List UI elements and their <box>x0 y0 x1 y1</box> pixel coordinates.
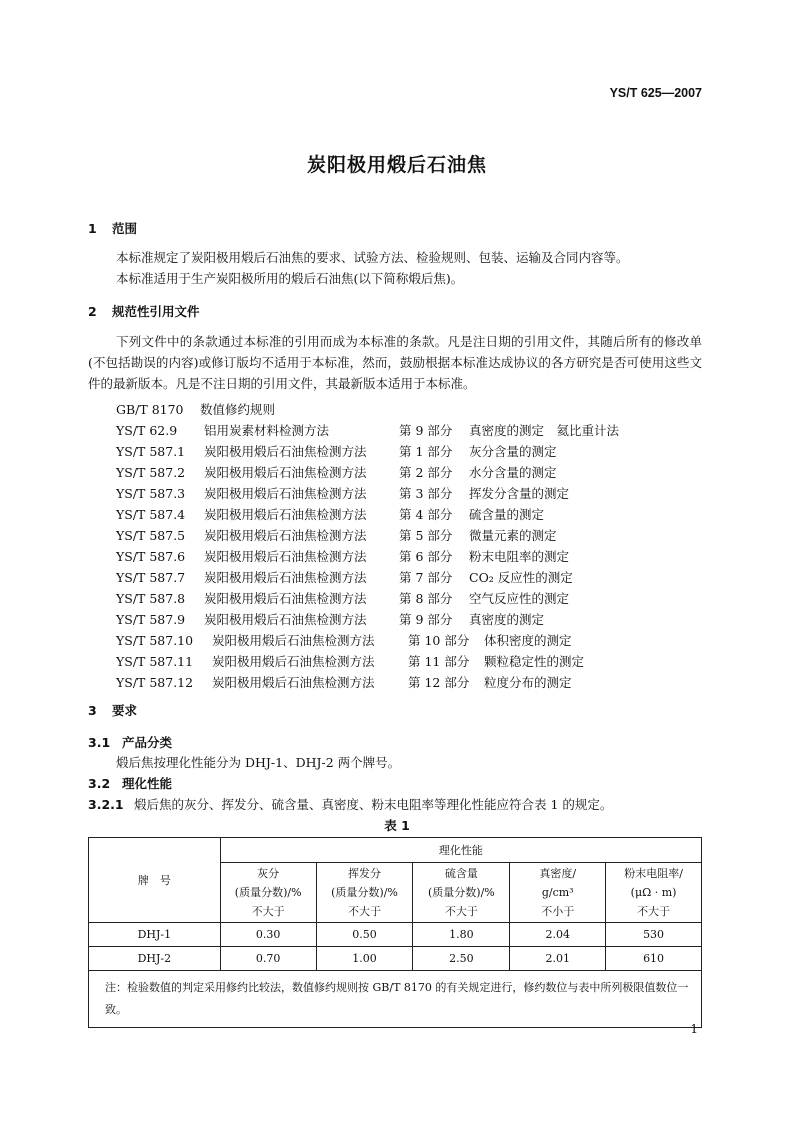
section-title: 范围 <box>112 221 138 236</box>
reference-topic: 微量元素的测定 <box>469 528 557 543</box>
column-header-resistivity: 粉末电阻率/ (μΩ · m) 不大于 <box>606 863 702 923</box>
reference-title: 炭阳极用煅后石油焦检测方法 <box>204 444 367 459</box>
table-1 <box>88 837 702 1028</box>
reference-title: 炭阳极用煅后石油焦检测方法 <box>204 612 367 627</box>
reference-topic: 灰分含量的测定 <box>469 444 557 459</box>
reference-part: 第 6 部分 <box>399 549 453 564</box>
table-row <box>89 923 702 947</box>
clause-text: 煅后焦的灰分、挥发分、硫含量、真密度、粉末电阻率等理化性能应符合表 1 的规定。 <box>134 797 613 812</box>
brand-header: 牌 号 <box>89 838 221 923</box>
reference-item <box>116 505 544 523</box>
reference-code: YS/T 587.1 <box>116 444 186 459</box>
section-1-heading <box>88 219 137 237</box>
reference-item <box>116 484 569 502</box>
value-cell: 2.01 <box>510 947 606 971</box>
value-cell: 530 <box>606 923 702 947</box>
paragraph: 下列文件中的条款通过本标准的引用而成为本标准的条款。凡是注日期的引用文件，其随后所有的修改单(不包括勘误的内容)或修订版均不适用于本标准，然而，鼓励根据本标准达成协议的各方研究是否可使用这些文件的最新版本。凡是不注日期的引用文件，其最新版本适用于本标准。 <box>88 334 702 391</box>
reference-title: 炭阳极用煅后石油焦检测方法 <box>204 591 367 606</box>
reference-title: 炭阳极用煅后石油焦检测方法 <box>204 570 367 585</box>
reference-topic: 颗粒稳定性的测定 <box>484 654 585 669</box>
reference-code: YS/T 587.2 <box>116 465 186 480</box>
reference-item <box>116 652 584 670</box>
reference-item <box>116 610 544 628</box>
reference-title: 炭阳极用煅后石油焦检测方法 <box>204 507 367 522</box>
reference-part: 第 2 部分 <box>399 465 453 480</box>
column-header-sulfur: 硫含量 (质量分数)/% 不大于 <box>413 863 510 923</box>
reference-code: YS/T 587.6 <box>116 549 186 564</box>
reference-part: 第 5 部分 <box>399 528 453 543</box>
group-header: 理化性能 <box>220 838 701 863</box>
reference-topic: 硫含量的测定 <box>469 507 545 522</box>
reference-code: YS/T 587.7 <box>116 570 186 585</box>
reference-code: YS/T 587.3 <box>116 486 186 501</box>
table-caption: 表 1 <box>384 818 410 833</box>
section-number: 3 <box>88 703 97 718</box>
section-title: 要求 <box>112 703 138 718</box>
section-title: 产品分类 <box>122 735 173 750</box>
reference-topic: 真密度的测定 氦比重计法 <box>469 423 620 438</box>
reference-code: YS/T 587.11 <box>116 654 194 669</box>
reference-part: 第 4 部分 <box>399 507 453 522</box>
section-number: 1 <box>88 221 97 236</box>
value-cell: 0.70 <box>220 947 316 971</box>
reference-item <box>116 547 569 565</box>
reference-code: YS/T 587.10 <box>116 633 194 648</box>
reference-topic: 体积密度的测定 <box>484 633 572 648</box>
reference-item <box>116 400 465 418</box>
reference-title: 炭阳极用煅后石油焦检测方法 <box>204 528 367 543</box>
reference-code: YS/T 587.9 <box>116 612 186 627</box>
reference-item <box>116 673 572 691</box>
reference-part: 第 9 部分 <box>399 423 453 438</box>
value-cell: 0.30 <box>220 923 316 947</box>
column-header-volatile: 挥发分 (质量分数)/% 不大于 <box>316 863 413 923</box>
value-cell: 1.80 <box>413 923 510 947</box>
reference-part: 第 10 部分 <box>408 633 470 648</box>
section-2-heading <box>88 302 200 320</box>
reference-code: YS/T 587.8 <box>116 591 186 606</box>
reference-part: 第 11 部分 <box>408 654 470 669</box>
reference-topic: 粒度分布的测定 <box>484 675 572 690</box>
reference-topic: 挥发分含量的测定 <box>469 486 570 501</box>
table-note: 注：检验数值的判定采用修约比较法，数值修约规则按 GB/T 8170 的有关规定进行，修约数位与表中所列极限值数位一致。 <box>89 971 702 1028</box>
reference-title: 炭阳极用煅后石油焦检测方法 <box>212 633 375 648</box>
reference-title: 炭阳极用煅后石油焦检测方法 <box>212 675 375 690</box>
value-cell: 2.04 <box>510 923 606 947</box>
paragraph: 本标准规定了炭阳极用煅后石油焦的要求、试验方法、检验规则、包装、运输及合同内容等。 <box>116 250 629 265</box>
value-cell: 0.50 <box>316 923 413 947</box>
reference-code: YS/T 587.12 <box>116 675 194 690</box>
reference-title: 铝用炭素材料检测方法 <box>204 423 330 438</box>
section-number: 2 <box>88 304 97 319</box>
reference-part: 第 8 部分 <box>399 591 453 606</box>
paragraph: 本标准适用于生产炭阳极所用的煅后石油焦(以下简称煅后焦)。 <box>116 271 464 286</box>
reference-item <box>116 442 557 460</box>
column-header-density: 真密度/ g/cm³ 不小于 <box>510 863 606 923</box>
section-number: 3.1 <box>88 735 111 750</box>
paragraph: 煅后焦按理化性能分为 DHJ-1、DHJ-2 两个牌号。 <box>116 755 401 770</box>
reference-part: 第 12 部分 <box>408 675 470 690</box>
clause-3-2-1 <box>88 795 612 813</box>
reference-topic: 粉末电阻率的测定 <box>469 549 570 564</box>
reference-topic: 真密度的测定 <box>469 612 545 627</box>
reference-code: YS/T 587.5 <box>116 528 186 543</box>
reference-code: YS/T 62.9 <box>116 423 178 438</box>
page-number: 1 <box>690 1022 698 1036</box>
reference-title: 数值修约规则 <box>200 402 276 417</box>
reference-title: 炭阳极用煅后石油焦检测方法 <box>204 486 367 501</box>
reference-title: 炭阳极用煅后石油焦检测方法 <box>212 654 375 669</box>
reference-code: YS/T 587.4 <box>116 507 186 522</box>
reference-topic: CO₂ 反应性的测定 <box>469 570 573 585</box>
reference-item <box>116 568 573 586</box>
brand-cell: DHJ-1 <box>89 923 221 947</box>
brand-cell: DHJ-2 <box>89 947 221 971</box>
reference-part: 第 1 部分 <box>399 444 453 459</box>
section-3-heading <box>88 701 137 719</box>
reference-topic: 空气反应性的测定 <box>469 591 570 606</box>
reference-item <box>116 631 572 649</box>
reference-title: 炭阳极用煅后石油焦检测方法 <box>204 549 367 564</box>
reference-topic: 水分含量的测定 <box>469 465 557 480</box>
section-number: 3.2 <box>88 776 111 791</box>
reference-part: 第 3 部分 <box>399 486 453 501</box>
reference-item <box>116 526 557 544</box>
section-title: 理化性能 <box>122 776 173 791</box>
subsection-3-2-heading <box>88 774 172 792</box>
value-cell: 2.50 <box>413 947 510 971</box>
reference-item <box>116 463 557 481</box>
reference-title: 炭阳极用煅后石油焦检测方法 <box>204 465 367 480</box>
section-number: 3.2.1 <box>88 797 124 812</box>
value-cell: 1.00 <box>316 947 413 971</box>
table-row <box>89 947 702 971</box>
standard-number: YS/T 625—2007 <box>609 86 702 100</box>
reference-item <box>116 421 619 439</box>
value-cell: 610 <box>606 947 702 971</box>
reference-part: 第 7 部分 <box>399 570 453 585</box>
document-title: 炭阳极用煅后石油焦 <box>306 154 487 176</box>
reference-code: GB/T 8170 <box>116 402 184 417</box>
subsection-3-1-heading <box>88 733 172 751</box>
reference-item <box>116 589 569 607</box>
reference-part: 第 9 部分 <box>399 612 453 627</box>
section-title: 规范性引用文件 <box>112 304 200 319</box>
column-header-ash: 灰分 (质量分数)/% 不大于 <box>220 863 316 923</box>
